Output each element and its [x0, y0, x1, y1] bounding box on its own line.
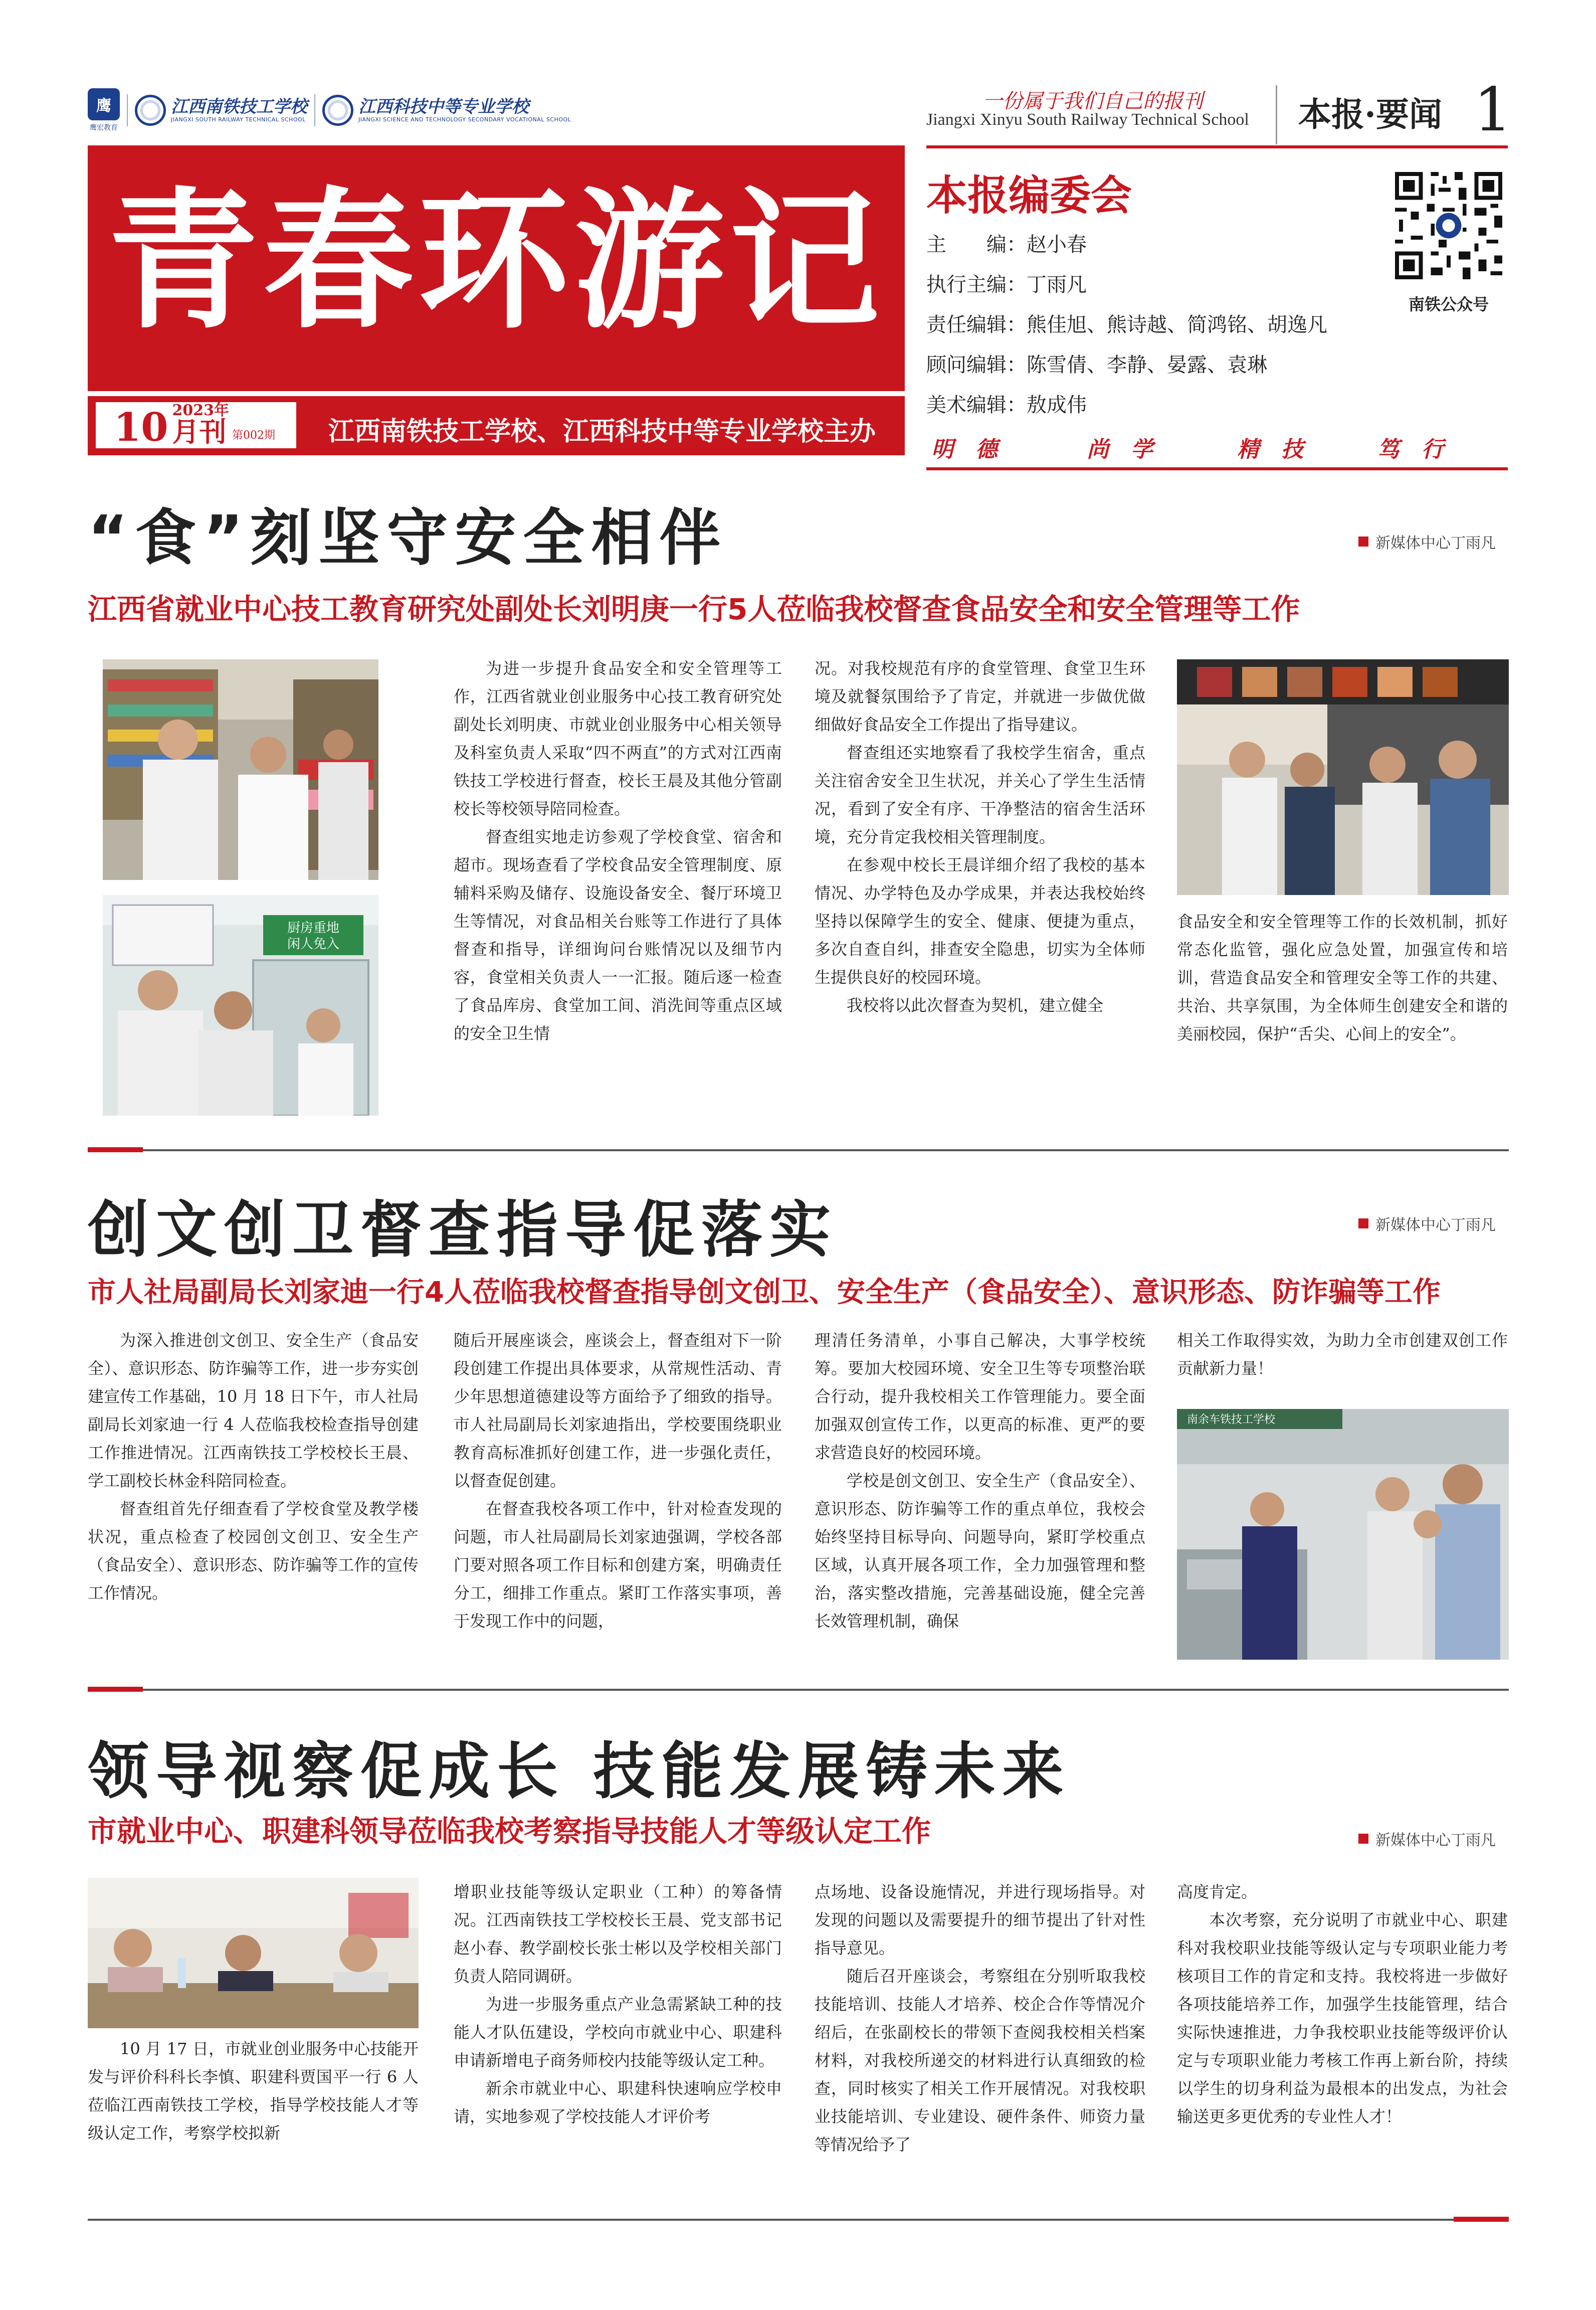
motto-item: 明 德: [931, 437, 998, 462]
byline-text: 新媒体中心丁雨凡: [1375, 535, 1496, 552]
paragraph: 为进一步服务重点产业急需紧缺工种的技能人才队伍建设，学校向市就业中心、职建科申请新增电子商务师校内技能等级认定工种。: [454, 1995, 782, 2070]
month-number: 10: [114, 405, 168, 450]
header-divider: [1276, 85, 1277, 144]
article3-column-2: [454, 1878, 782, 2130]
page-number: 1: [1474, 75, 1512, 145]
article2-subhead: 市人社局副局长刘家迪一行4人莅临我校督查指导创文创卫、安全生产（食品安全）、意识形态、防诈骗等工作: [88, 1276, 1441, 1309]
paragraph: 随后开展座谈会，座谈会上，督查组对下一阶段创建工作提出具体要求，从常规性活动、青少年思想道德建设等方面给予了细致的指导。市人社局副局长刘家迪指出，学校要围绕职业教育高标准抓好创建工作，进一步强化责任，以督查促创建。: [454, 1331, 782, 1490]
board-row: 责任编辑：熊佳旭、熊诗越、简鸿铭、胡逸凡: [926, 313, 1327, 336]
school2-name: 江西科技中等专业学校: [358, 96, 529, 117]
article2-column-4: [1177, 1326, 1508, 1382]
logo-divider: [127, 94, 128, 126]
sign-text: 厨房重地: [287, 921, 340, 936]
school1-name: 江西南铁技工学校: [171, 96, 307, 117]
monthly-label: 月刊: [172, 416, 227, 448]
newspaper-title: 青春环游记: [108, 172, 885, 349]
year-label: 2023年: [172, 402, 230, 419]
article3-column-1: [88, 2035, 419, 2147]
paragraph: 在参观中校长王晨详细介绍了我校的基本情况、办学特色及办学成果，并表达我校始终坚持以保障学生的安全、健康、便捷为重点，多次自查自纠，排查安全隐患，切实为全体师生提供良好的校园环境。: [815, 855, 1145, 987]
paragraph: 督查组还实地察看了我校学生宿舍，重点关注宿舍安全卫生状况，并关心了学生生活情况，看到了安全有序、干净整洁的宿舍生活环境，充分肯定我校相关管理制度。: [815, 743, 1145, 846]
paragraph: 为进一步提升食品安全和安全管理等工作，江西省就业创业服务中心技工教育研究处副处长刘明庚、市就业创业服务中心相关领导及科室负责人采取“四不两直”的方式对江西南铁技工学校进行督查，校长王晨及其他分管副校长等校领导陪同检查。: [454, 659, 782, 818]
article3-column-3: [815, 1878, 1145, 2159]
article3-headline[interactable]: 领导视察促成长 技能发展铸未来: [88, 1736, 1071, 1807]
paragraph: 高度肯定。: [1177, 1882, 1258, 1901]
campus-inspection-photo: [1177, 1409, 1509, 1660]
paragraph: 学校是创文创卫、安全生产（食品安全）、意识形态、防诈骗等工作的重点单位，我校会始终坚持目标导向、问题导向，紧盯学校重点区域，认真开展各项工作，全力加强管理和整治，落实整改措施，完善基础设施，健全完善长效管理机制，确保: [815, 1471, 1145, 1631]
byline-text: 新媒体中心丁雨凡: [1375, 1832, 1496, 1849]
editorial-board-list: [926, 225, 1367, 425]
cafeteria-photo: [1177, 659, 1509, 895]
article1-column-2: [815, 654, 1145, 1019]
brand-icon: 鹰: [88, 88, 120, 120]
article1-column-3: [1177, 908, 1508, 1048]
article1-byline: [1358, 530, 1496, 553]
article2-byline: [1358, 1212, 1496, 1234]
qr-label: 南铁公众号: [1408, 295, 1489, 314]
motto-item: 尚 学: [1087, 437, 1153, 462]
sign-text: 闲人免入: [287, 937, 340, 952]
article3-column-4: [1177, 1878, 1508, 2130]
paragraph: 新余市就业中心、职建科快速响应学校申请，实地参观了学校技能人才评价考: [454, 2079, 782, 2126]
food-inspection-photo: [103, 659, 378, 880]
bullet-icon: [1358, 1218, 1368, 1228]
school-en-line: Jiangxi Xinyu South Railway Technical School: [926, 110, 1249, 129]
slogan: 一份属于我们自己的报刊: [982, 90, 1203, 113]
sponsor-line: 江西南铁技工学校、江西科技中等专业学校主办: [328, 417, 876, 447]
paragraph: 为深入推进创文创卫、安全生产（食品安全）、意识形态、防诈骗等工作，进一步夯实创建宣传工作基础，10 月 18 日下午，市人社局副局长刘家迪一行 4 人莅临我校检查指导创建工作推进情况。江西南铁技工学校校长王晨、学工副校长林金科陪同检查。: [88, 1331, 419, 1490]
paragraph: 随后召开座谈会，考察组在分别听取我校技能培训、技能人才培养、校企合作等情况介绍后，在张副校长的带领下查阅我校相关档案材料，对我校所递交的材料进行认真细致的检查，同时核实了相关工作开展情况。对我校职业技能培训、专业建设、硬件条件、师资力量等情况给予了: [815, 1967, 1145, 2154]
paragraph: 督查组首先仔细查看了学校食堂及教学楼状况，重点检查了校园创文创卫、安全生产（食品安全）、意识形态、防诈骗等工作的宣传工作情况。: [88, 1499, 419, 1603]
paragraph: 相关工作取得实效，为助力全市创建双创工作贡献新力量！: [1177, 1331, 1508, 1378]
issue-number: 第002期: [232, 429, 276, 442]
article1-column-1: [454, 654, 782, 1047]
paragraph: 况。对我校规范有序的食堂管理、食堂卫生环境及就餐氛围给予了肯定，并就进一步做优做细做好食品安全工作提出了指导建议。: [815, 659, 1145, 734]
paragraph: 10 月 17 日，市就业创业服务中心技能开发与评价科科长李慎、职建科贾国平一行 6 人莅临江西南铁技工学校，指导学校技能人才等级认定工作，考察学校拟新: [88, 2039, 419, 2143]
paragraph: 我校将以此次督查为契机，建立健全: [847, 996, 1104, 1015]
motto-rule: [926, 467, 1508, 470]
school1-logo: [135, 95, 307, 126]
divider-accent: [88, 1147, 143, 1152]
article2-column-3: [815, 1326, 1145, 1635]
school2-logo: [322, 95, 571, 126]
paragraph: 在督查我校各项工作中，针对检查发现的问题，市人社局副局长刘家迪强调，学校各部门要对照各项工作目标和创建方案，明确责任分工，细排工作重点。紧盯工作落实事项，善于发现工作中的问题，: [454, 1499, 782, 1631]
paragraph: 增职业技能等级认定职业（工种）的筹备情况。江西南铁技工学校校长王晨、党支部书记赵小春、教学副校长张士彬以及学校相关部门负责人陪同调研。: [454, 1882, 782, 1986]
paragraph: 本次考察，充分说明了市就业中心、职建科对我校职业技能等级认定与专项职业能力考核项目工作的肯定和支持。我校将进一步做好各项技能培养工作，加强学生技能管理，结合实际快速推进，力争我校职业技能等级评价认定与专项职业能力考核工作再上新台阶，持续以学生的切身利益为最根本的出发点，为社会输送更多更优秀的专业性人才！: [1177, 1910, 1508, 2126]
paragraph: 督查组实地走访参观了学校食堂、宿舍和超市。现场查看了学校食品安全管理制度、原辅料采购及储存、设施设备安全、餐厅环境卫生等情况，对食品相关台账等工作进行了具体督查和指导，详细询问台账情况以及细节内容，食堂相关负责人一一汇报。随后逐一检查了食品库房、食堂加工间、消洗间等重点区域的安全卫生情: [454, 827, 782, 1043]
section-divider: [88, 1149, 1509, 1151]
footer-divider: [88, 2219, 1509, 2221]
divider-accent: [1454, 2217, 1509, 2222]
motto-item: 精 技: [1237, 437, 1303, 462]
board-row: 顾问编辑：陈雪倩、李静、晏露、袁琳: [926, 353, 1267, 377]
date-row: [88, 396, 905, 455]
article3-subhead: 市就业中心、职建科领导莅临我校考察指导技能人才等级认定工作: [88, 1814, 931, 1848]
header-rule: [926, 145, 1508, 148]
sign-text: 南余车铁技工学校: [1187, 1413, 1276, 1426]
brand-caption: 鹰宏教育: [90, 124, 118, 132]
article2-column-1: [88, 1326, 419, 1607]
article1-headline[interactable]: “食”刻坚守安全相伴: [88, 502, 728, 574]
title-banner: [88, 145, 905, 391]
school-logos: [88, 88, 571, 133]
issue-date: [96, 402, 296, 448]
section-label: 本报·要闻: [1298, 95, 1442, 134]
article2-column-2: [454, 1326, 782, 1635]
brand-logo: [88, 88, 120, 132]
board-row: 执行主编：丁雨凡: [926, 273, 1087, 296]
motto-item: 笃 行: [1377, 437, 1444, 462]
article1-subhead: 江西省就业中心技工教育研究处副处长刘明庚一行5人莅临我校督查食品安全和安全管理等工作: [88, 592, 1300, 626]
divider-accent: [88, 1687, 143, 1692]
article2-headline[interactable]: 创文创卫督查指导促落实: [88, 1194, 838, 1266]
section-divider: [88, 1689, 1509, 1691]
paragraph: 理清任务清单，小事自己解决，大事学校统筹。要加大校园环境、安全卫生等专项整治联合行动，提升我校相关工作管理能力。要全面加强双创宣传工作，以更高的标准、更严的要求营造良好的校园环境。: [815, 1331, 1145, 1462]
editorial-board-title: 本报编委会: [926, 171, 1132, 220]
school1-seal-icon: [135, 95, 166, 126]
school1-en: JIANGXI SOUTH RAILWAY TECHNICAL SCHOOL: [171, 116, 306, 123]
byline-text: 新媒体中心丁雨凡: [1375, 1216, 1496, 1234]
board-row: 主 编：赵小春: [926, 233, 1087, 256]
paragraph: 点场地、设备设施情况，并进行现场指导。对发现的问题以及需要提升的细节提出了针对性指导意见。: [815, 1882, 1145, 1958]
article3-byline: [1358, 1828, 1496, 1850]
board-row: 美术编辑：敖成伟: [926, 394, 1087, 417]
qr-code-icon[interactable]: [1391, 168, 1506, 283]
bullet-icon: [1358, 1834, 1368, 1844]
bullet-icon: [1358, 537, 1368, 547]
kitchen-inspection-photo: [103, 895, 378, 1116]
school2-seal-icon: [322, 95, 353, 126]
meeting-photo: [88, 1878, 419, 2028]
logo-divider: [314, 94, 315, 126]
school2-en: JIANGXI SCIENCE AND TECHNOLOGY SECONDARY VOCATIONAL SCHOOL: [358, 116, 571, 123]
paragraph: 食品安全和安全管理等工作的长效机制，抓好常态化监管，强化应急处置，加强宣传和培训，营造食品安全和管理安全等工作的共建、共治、共享氛围，为全体师生创建安全和谐的美丽校园，保护“舌尖、心间上的安全”。: [1177, 912, 1508, 1043]
